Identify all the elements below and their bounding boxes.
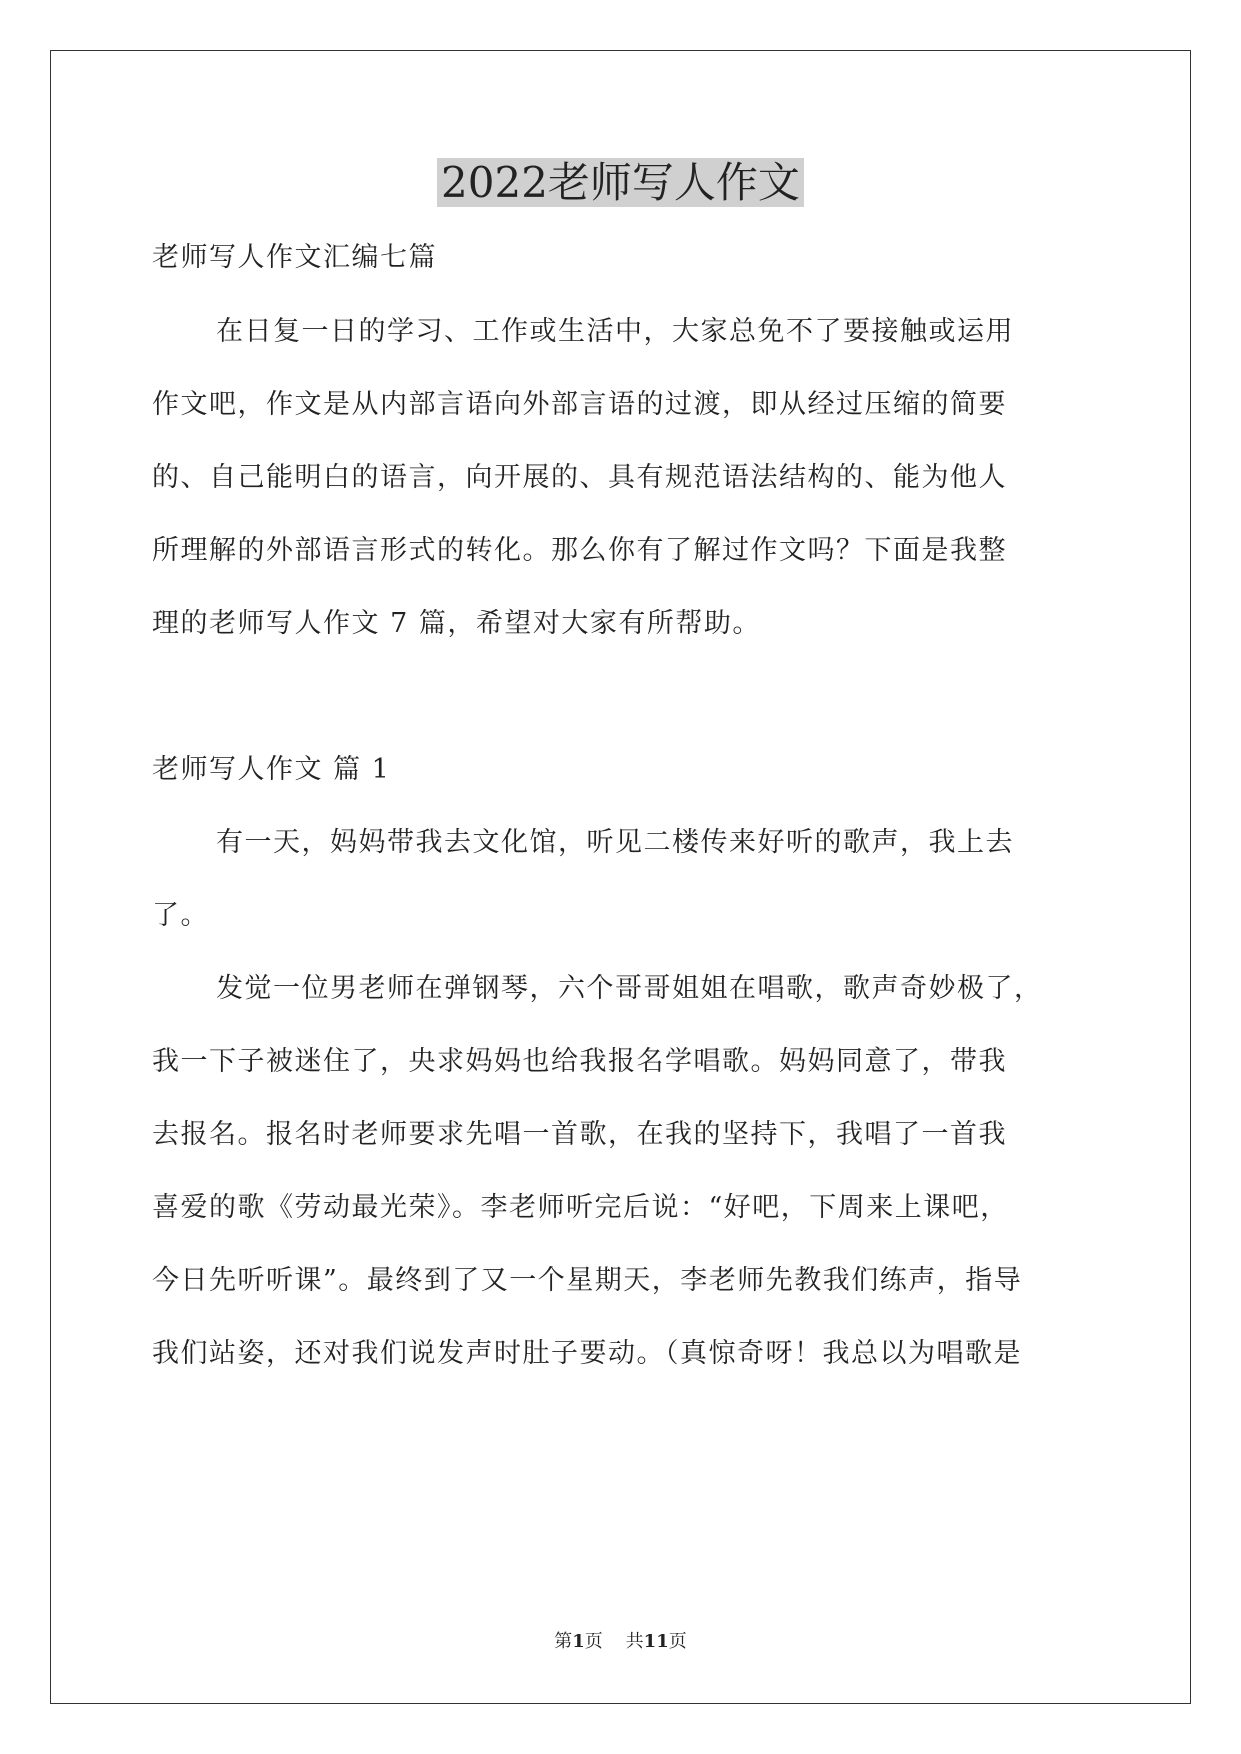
page-border: [50, 50, 1191, 1704]
footer-prefix: 第: [554, 1631, 573, 1652]
section-heading: 老师写人作文 篇 1: [152, 754, 391, 785]
intro-line: 的、自己能明白的语言，向开展的、具有规范语法结构的、能为他人: [152, 462, 1007, 493]
paragraph-line: 我们站姿，还对我们说发声时肚子要动。（真惊奇呀！我总以为唱歌是: [152, 1338, 1022, 1369]
paragraph-line: 发觉一位男老师在弹钢琴，六个哥哥姐姐在唱歌，歌声奇妙极了，: [216, 973, 1043, 1004]
document-subtitle: 老师写人作文汇编七篇: [152, 242, 437, 273]
paragraph-line: 去报名。报名时老师要求先唱一首歌，在我的坚持下，我唱了一首我: [152, 1119, 1007, 1150]
paragraph-line: 了。: [152, 900, 209, 931]
page-number: 1: [572, 1631, 585, 1652]
total-pages: 11: [643, 1631, 669, 1652]
footer-total-suffix: 页: [668, 1631, 687, 1652]
paragraph-line: 今日先听听课”。最终到了又一个星期天，李老师先教我们练声，指导: [152, 1265, 1023, 1296]
paragraph-line: 我一下子被迷住了，央求妈妈也给我报名学唱歌。妈妈同意了，带我: [152, 1046, 1007, 1077]
intro-line: 作文吧，作文是从内部言语向外部言语的过渡，即从经过压缩的简要: [152, 389, 1007, 420]
intro-line: 理的老师写人作文 7 篇，希望对大家有所帮助。: [152, 608, 761, 639]
intro-line: 所理解的外部语言形式的转化。那么你有了解过作文吗？下面是我整: [152, 535, 1007, 566]
paragraph-line: 有一天，妈妈带我去文化馆，听见二楼传来好听的歌声，我上去: [216, 827, 1014, 858]
document-title: [0, 155, 1241, 211]
footer-page-suffix: 页: [584, 1631, 603, 1652]
title-text: 2022老师写人作文: [437, 158, 804, 207]
paragraph-line: 喜爱的歌《劳动最光荣》。李老师听完后说：“好吧，下周来上课吧，: [152, 1192, 1009, 1223]
page-footer: [0, 1630, 1241, 1654]
footer-total-prefix: 共: [625, 1631, 644, 1652]
intro-line: 在日复一日的学习、工作或生活中，大家总免不了要接触或运用: [216, 316, 1014, 347]
